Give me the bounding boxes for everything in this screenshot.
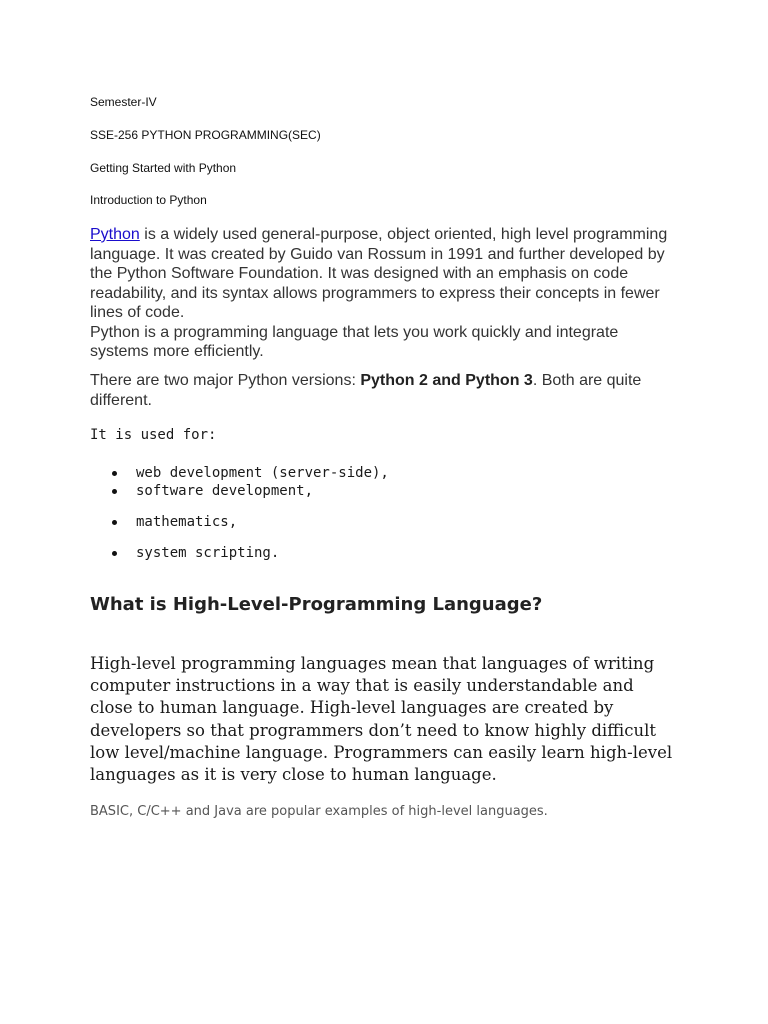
list-item-text: mathematics, bbox=[136, 514, 238, 530]
python-link[interactable]: Python bbox=[90, 226, 140, 243]
list-item-text: web development (server-side), bbox=[136, 465, 389, 481]
versions-prefix: There are two major Python versions: bbox=[90, 372, 361, 389]
semester-label: Semester-IV bbox=[90, 95, 157, 109]
bullet-icon bbox=[112, 489, 117, 494]
intro-paragraph bbox=[90, 225, 675, 362]
bullet-icon bbox=[112, 520, 117, 525]
section-title: Introduction to Python bbox=[90, 193, 207, 207]
intro-text-2: Python is a programming language that lets you work quickly and integrate systems more efficiently. bbox=[90, 323, 619, 360]
bullet-icon bbox=[112, 471, 117, 476]
high-level-heading: What is High-Level-Programming Language? bbox=[90, 594, 543, 615]
high-level-paragraph: High-level programming languages mean that languages of writing computer instructions in a way that is easily understandable and close to human language. High-level languages are created by developers so that programmers don’t need to know highly difficult low level/machine language. Programmers can easily learn high-level languages as it is very close to human language. bbox=[90, 654, 673, 785]
chapter-title: Getting Started with Python bbox=[90, 161, 237, 175]
course-title: SSE-256 PYTHON PROGRAMMING(SEC) bbox=[90, 128, 321, 142]
versions-paragraph bbox=[90, 371, 675, 410]
bullet-icon bbox=[112, 551, 117, 556]
list-item-text: system scripting. bbox=[136, 545, 280, 561]
versions-bold: Python 2 and Python 3 bbox=[360, 372, 533, 389]
intro-text-1: is a widely used general-purpose, object oriented, high level programming language. It was created by Guido van Rossum in 1991 and further developed by the Python Software Foundation. It was designed with an emphasis on code readability, and its syntax allows programmers to express their concepts in fewer lines of code. bbox=[90, 226, 668, 321]
examples-text: BASIC, C/C++ and Java are popular examples of high-level languages. bbox=[90, 804, 548, 819]
versions-suffix: . Both are quite different. bbox=[90, 372, 642, 409]
uses-label: It is used for: bbox=[90, 427, 217, 443]
list-item-text: software development, bbox=[136, 483, 314, 499]
